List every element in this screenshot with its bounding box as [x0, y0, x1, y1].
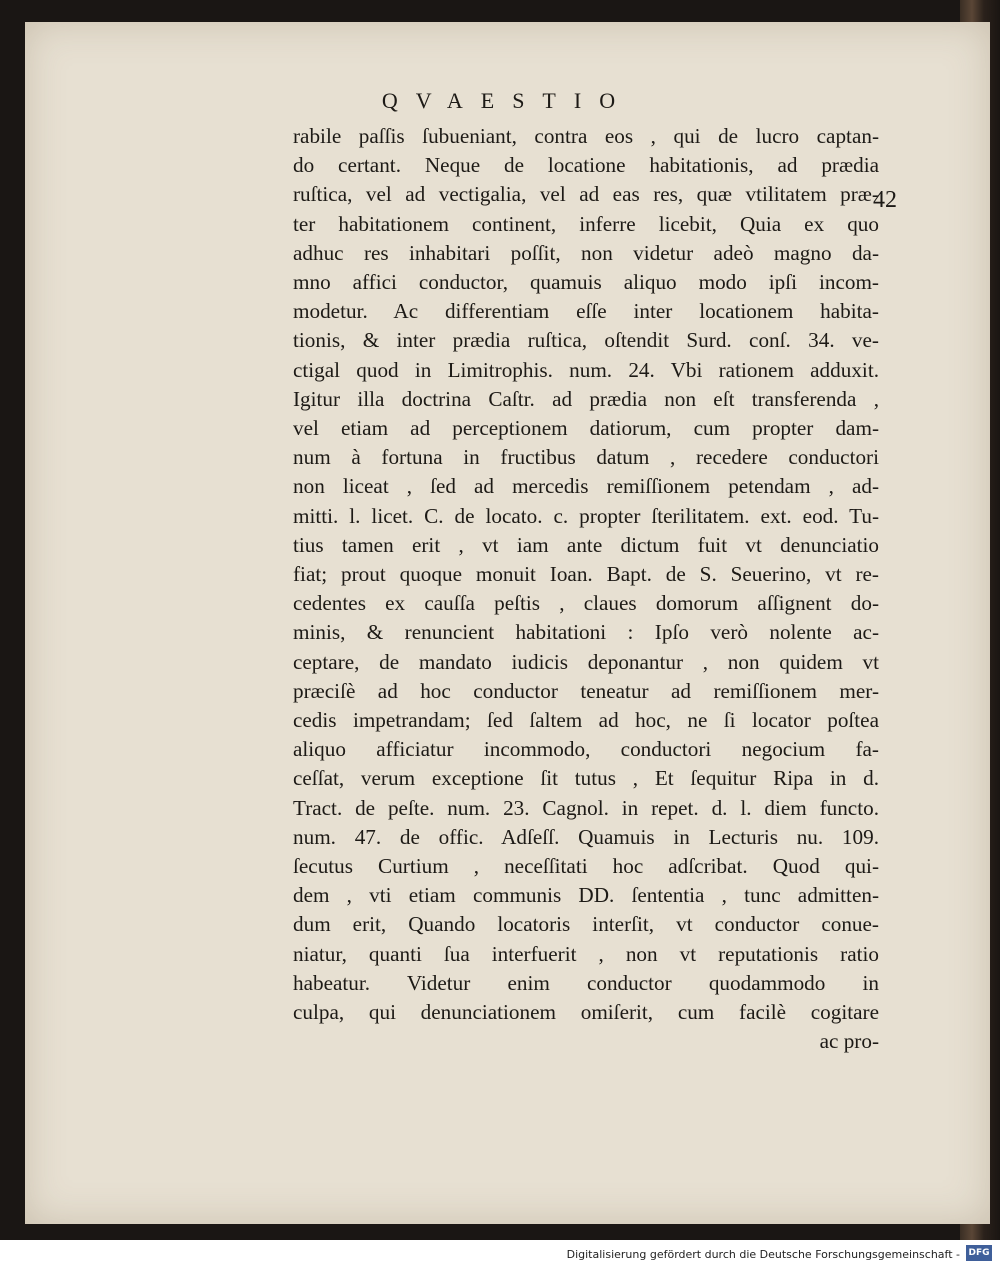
- text-line: num. 47. de offic. Adſeſſ. Quamuis in Lecturis nu. 109.: [293, 824, 879, 849]
- footer-strip: [0, 1240, 1000, 1269]
- text-line: ter habitationem continent, inferre licebit, Quia ex quo: [293, 211, 879, 236]
- text-line: aliquo afficiatur incommodo, conductori negocium fa-: [293, 737, 879, 762]
- text-line: tius tamen erit , vt iam ante dictum fuit vt denunciatio: [293, 532, 879, 557]
- text-line: ac pro-: [819, 1029, 879, 1054]
- text-line: ctigal quod in Limitrophis. num. 24. Vbi rationem adduxit.: [293, 357, 879, 382]
- text-line: minis, & renuncient habitationi : Ipſo verò nolente ac-: [293, 620, 879, 645]
- body-text: [293, 122, 879, 1057]
- footer-credit: Digitalisierung gefördert durch die Deutsche Forschungsgemeinschaft -: [566, 1248, 960, 1261]
- text-line: fiat; prout quoque monuit Ioan. Bapt. de S. Seuerino, vt re-: [293, 562, 879, 587]
- text-line: do certant. Neque de locatione habitationis, ad prædia: [293, 153, 879, 178]
- text-line: tionis, & inter prædia ruſtica, oſtendit Surd. conſ. 34. ve-: [293, 328, 879, 353]
- text-line: ceptare, de mandato iudicis deponantur , non quidem vt: [293, 649, 879, 674]
- text-line: cedentes ex cauſſa peſtis , claues domorum aſſignent do-: [293, 591, 879, 616]
- book-page: [25, 22, 990, 1224]
- text-line: dum erit, Quando locatoris interſit, vt conductor conue-: [293, 912, 879, 937]
- text-line: culpa, qui denunciationem omiſerit, cum facilè cogitare: [293, 1000, 879, 1025]
- text-line: præciſè ad hoc conductor teneatur ad remiſſionem mer-: [293, 678, 879, 703]
- text-line: rabile paſſis ſubueniant, contra eos , qui de lucro captan-: [293, 124, 879, 148]
- text-line: mitti. l. licet. C. de locato. c. propter ſterilitatem. ext. eod. Tu-: [293, 503, 879, 528]
- text-line: vel etiam ad perceptionem datiorum, cum propter dam-: [293, 416, 879, 441]
- text-line: modetur. Ac differentiam eſſe inter locationem habita-: [293, 299, 879, 324]
- text-line: Tract. de peſte. num. 23. Cagnol. in repet. d. l. diem functo.: [293, 795, 879, 820]
- text-line: cedis impetrandam; ſed ſaltem ad hoc, ne ſi locator poſtea: [293, 708, 879, 733]
- text-line: habeatur. Videtur enim conductor quodammodo in: [293, 970, 879, 995]
- running-head: QVAESTIO: [381, 88, 634, 113]
- text-line: Igitur illa doctrina Caſtr. ad prædia non eſt transferenda ,: [293, 386, 879, 411]
- text-line: mno affici conductor, quamuis aliquo modo ipſi incom-: [293, 270, 879, 295]
- dfg-logo-icon: DFG: [966, 1245, 992, 1261]
- text-line: non liceat , ſed ad mercedis remiſſionem petendam , ad-: [293, 474, 879, 499]
- text-line: ſecutus Curtium , neceſſitati hoc adſcribat. Quod qui-: [293, 854, 879, 879]
- text-line: adhuc res inhabitari poſſit, non videtur adeò magno da-: [293, 240, 879, 265]
- text-line: dem , vti etiam communis DD. ſententia , tunc admitten-: [293, 883, 879, 908]
- text-line: niatur, quanti ſua interfuerit , non vt reputationis ratio: [293, 941, 879, 966]
- text-line: num à fortuna in fructibus datum , recedere conductori: [293, 445, 879, 470]
- text-line: ruſtica, vel ad vectigalia, vel ad eas res, quæ vtilitatem præ-: [293, 182, 879, 207]
- text-line: ceſſat, verum exceptione ſit tutus , Et ſequitur Ripa in d.: [293, 766, 879, 791]
- page-number: 42: [873, 187, 897, 213]
